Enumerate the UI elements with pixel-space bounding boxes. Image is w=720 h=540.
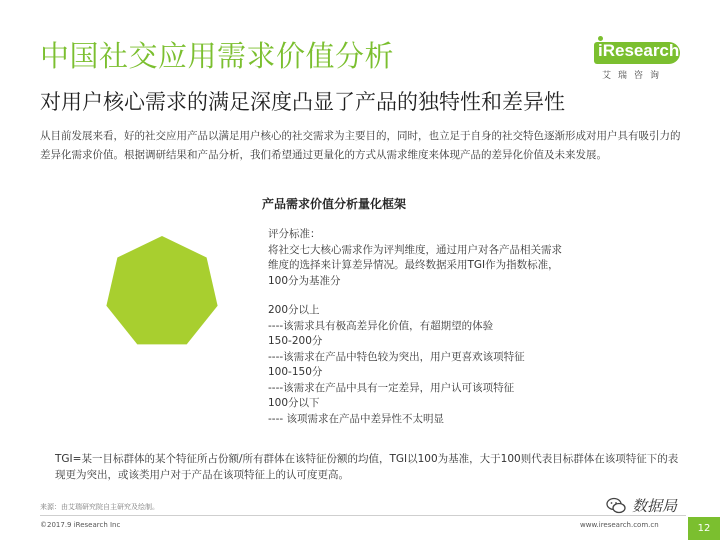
level-description: ----该需求在产品中特色较为突出，用户更喜欢该项特征 xyxy=(268,350,525,363)
footer-divider xyxy=(40,515,686,516)
level-range: 200分以上 xyxy=(268,304,320,316)
logo-chinese-name: 艾瑞咨询 xyxy=(602,71,667,81)
level-range: 150-200分 xyxy=(268,335,323,347)
criteria-label: 评分标准： xyxy=(268,228,321,240)
level-description: ---- 该项需求在产品中差异性不太明显 xyxy=(268,412,444,425)
level-range: 100-150分 xyxy=(268,366,323,378)
wechat-icon xyxy=(606,497,626,515)
iresearch-logo xyxy=(594,36,686,82)
heptagon-shape xyxy=(103,232,221,350)
heptagon-polygon xyxy=(106,236,217,344)
framework-title: 产品需求价值分析量化框架 xyxy=(262,197,407,211)
criteria-line: 维度的选择来计算差异情况。最终数据采用TGI作为指数标准， xyxy=(268,259,559,271)
intro-paragraph: 从目前发展来看，好的社交应用产品以满足用户核心的社交需求为主要目的，同时，也立足于自身的社交特色逐渐形成对用户具有吸引力的差异化需求价值。根据调研结果和产品分析，我们希望通过更量化的方式从需求维度来体现产品的差异化价值及未来发展。 xyxy=(40,130,681,161)
page-number: 12 xyxy=(688,517,720,540)
level-description: ----该需求在产品中具有一定差异，用户认可该项特征 xyxy=(268,381,515,394)
copyright: ©2017.9 iResearch Inc xyxy=(40,521,121,529)
watermark xyxy=(606,492,686,520)
watermark-text: 数据局 xyxy=(632,497,678,515)
source-note: 来源：由艾瑞研究院自主研究及绘制。 xyxy=(40,503,159,511)
level-description: ----该需求具有极高差异化价值，有超期望的体验 xyxy=(268,319,494,332)
logo-text: iResearch xyxy=(598,41,680,60)
criteria-line: 将社交七大核心需求作为评判维度，通过用户对各产品相关需求 xyxy=(268,243,562,256)
criteria-line: 100分为基准分 xyxy=(268,274,341,287)
level-range: 100分以下 xyxy=(268,397,320,409)
website-link[interactable]: www.iresearch.com.cn xyxy=(580,521,659,529)
page-subtitle: 对用户核心需求的满足深度凸显了产品的独特性和差异性 xyxy=(40,90,565,114)
tgi-definition: TGI=某一目标群体的某个特征所占份额/所有群体在该特征份额的均值，TGI以100为基准，大于100则代表目标群体在该项特征下的表现更为突出，或该类用户对于产品在该项特征上的认可度更高。 xyxy=(55,453,679,481)
page-title: 中国社交应用需求价值分析 xyxy=(40,39,395,73)
scoring-criteria xyxy=(268,227,562,427)
